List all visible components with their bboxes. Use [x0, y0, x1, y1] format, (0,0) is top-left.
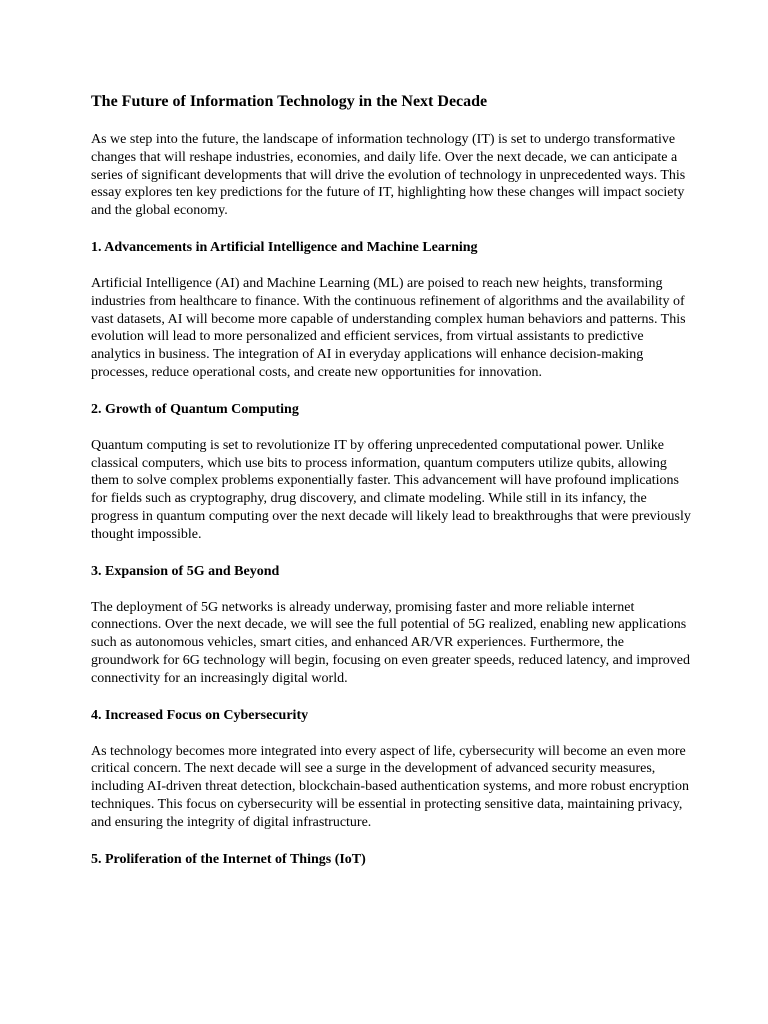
section-iot: [91, 851, 691, 869]
section-ai-ml: [91, 239, 691, 382]
section-paragraph: Quantum computing is set to revolutionize IT by offering unprecedented computational power. Unlike classical computers, which use bits to process information, quantum computers utilize qubits, allowing them to solve complex problems exponentially faster. This advancement will have profound implications for fields such as cryptography, drug discovery, and climate modeling. While still in its infancy, the progress in quantum computing over the next decade will likely lead to breakthroughs that were previously thought impossible.: [91, 437, 691, 542]
section-quantum-computing: [91, 401, 691, 544]
section-heading: 2. Growth of Quantum Computing: [91, 401, 299, 417]
document-title: The Future of Information Technology in the Next Decade: [91, 93, 488, 110]
section-heading: 3. Expansion of 5G and Beyond: [91, 563, 280, 579]
section-cybersecurity: [91, 707, 691, 832]
section-paragraph: As technology becomes more integrated into every aspect of life, cybersecurity will become an even more critical concern. The next decade will see a surge in the development of advanced security measures, including AI-driven threat detection, blockchain-based authentication systems, and more robust encryption techniques. This focus on cybersecurity will be essential in protecting sensitive data, maintaining privacy, and ensuring the integrity of digital infrastructure.: [91, 743, 689, 830]
section-heading: 5. Proliferation of the Internet of Things (IoT): [91, 851, 366, 867]
section-paragraph: The deployment of 5G networks is already underway, promising faster and more reliable internet connections. Over the next decade, we will see the full potential of 5G realized, enabling new applications such as autonomous vehicles, smart cities, and enhanced AR/VR experiences. Furthermore, the groundwork for 6G technology will begin, focusing on even greater speeds, reduced latency, and improved connectivity for an increasingly digital world.: [91, 599, 690, 686]
section-paragraph: Artificial Intelligence (AI) and Machine Learning (ML) are poised to reach new heights, transforming industries from healthcare to finance. With the continuous refinement of algorithms and the availability of vast datasets, AI will become more capable of understanding complex human behaviors and patterns. This evolution will lead to more personalized and efficient services, from virtual assistants to predictive analytics in business. The integration of AI in everyday applications will enhance decision-making processes, reduce operational costs, and create new opportunities for innovation.: [91, 275, 686, 380]
intro-paragraph: As we step into the future, the landscape of information technology (IT) is set to undergo transformative changes that will reshape industries, economies, and daily life. Over the next decade, we can anticipate a series of significant developments that will drive the evolution of technology in unprecedented ways. This essay explores ten key predictions for the future of IT, highlighting how these changes will impact society and the global economy.: [91, 132, 686, 219]
section-5g: [91, 563, 691, 688]
section-heading: 1. Advancements in Artificial Intelligence and Machine Learning: [91, 239, 478, 255]
section-heading: 4. Increased Focus on Cybersecurity: [91, 707, 309, 723]
document-page: [91, 92, 691, 887]
